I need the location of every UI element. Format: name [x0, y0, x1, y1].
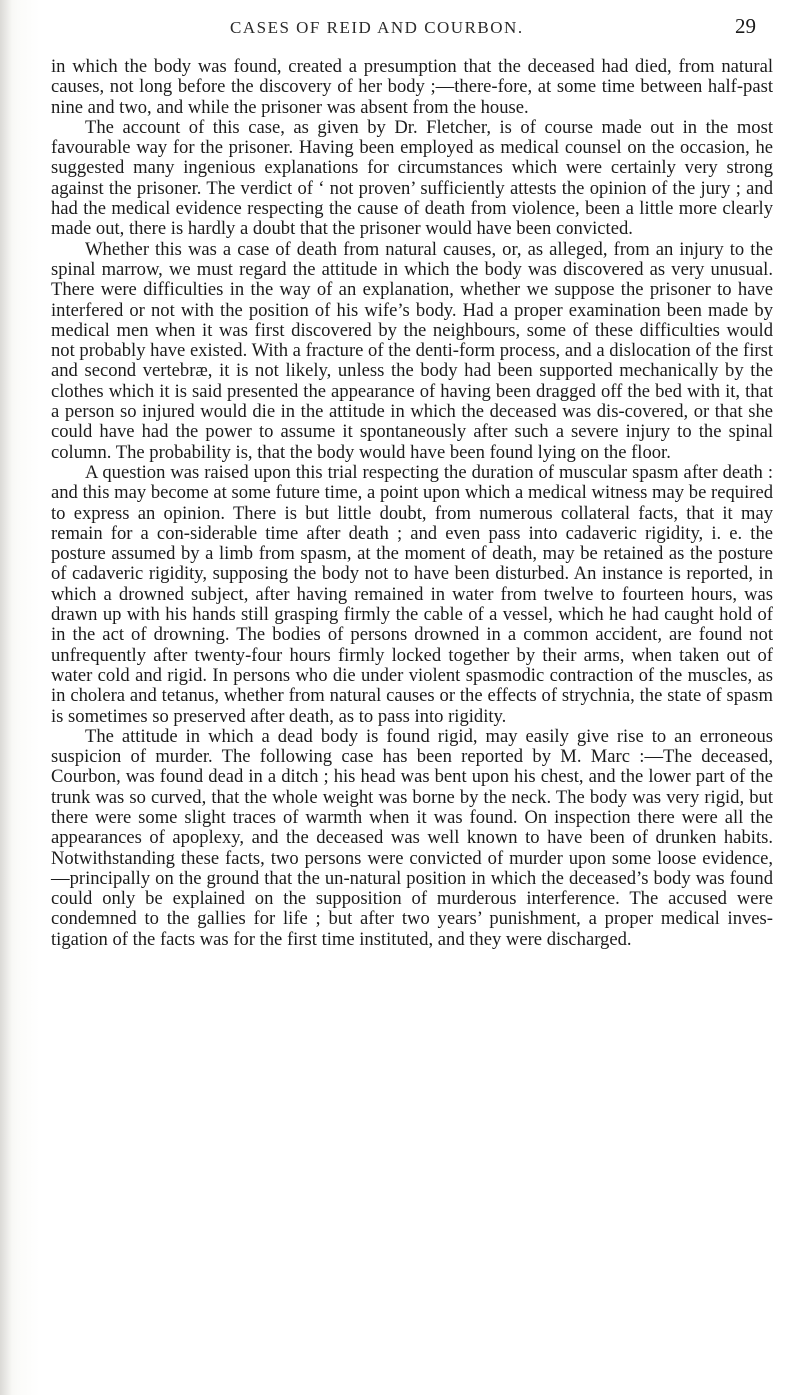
paragraph: A question was raised upon this trial respecting the duration of muscular spasm after death : and this may become at some future time, a point upon which a medical witness may be required to express an opinion. There is but little doubt, from numerous collateral facts, that it may remain for a con-siderable time after death ; and even pass into cadaveric rigidity, i. e. the posture assumed by a limb from spasm, at the moment of death, may be retained as the posture of cadaveric rigidity, supposing the body not to have been disturbed. An instance is reported, in which a drowned subject, after having remained in water from twelve to fourteen hours, was drawn up with his hands still grasping firmly the cable of a vessel, which he had caught hold of in the act of drowning. The bodies of persons drowned in a common accident, are found not unfrequently after twenty-four hours firmly locked together by their arms, when taken out of water cold and rigid. In persons who die under violent spasmodic contraction of the muscles, as in cholera and tetanus, whether from natural causes or the effects of strychnia, the state of spasm is sometimes so preserved after death, as to pass into rigidity. — [51, 461, 773, 727]
running-title: CASES OF REID AND COURBON. — [230, 18, 524, 37]
page-number: 29 — [735, 14, 756, 38]
paragraph: The account of this case, as given by Dr. Fletcher, is of course made out in the most favourable way for the prisoner. Having been employed as medical counsel on the occasion, he suggested many ingenious explanations for circumstances which were certainly very strong against the prisoner. The verdict of ‘ not proven’ sufficiently attests the opinion of the jury ; and had the medical evidence respecting the cause of death from violence, been a little more clearly made out, there is hardly a doubt that the prisoner would have been convicted. — [51, 116, 773, 240]
page-header — [0, 12, 800, 44]
paragraph: Whether this was a case of death from natural causes, or, as alleged, from an injury to the spinal marrow, we must regard the attitude in which the body was discovered as very unusual. There were difficulties in the way of an explanation, whether we suppose the prisoner to have interfered or not with the position of his wife’s body. Had a proper examination been made by medical men when it was first discovered by the neighbours, some of these difficulties would not probably have existed. With a fracture of the denti-form process, and a dislocation of the first and second vertebræ, it is not likely, unless the body had been supported mechanically by the clothes which it is said presented the appearance of having been dragged off the bed with it, that a person so injured would die in the attitude in which the deceased was dis-covered, or that she could have had the power to assume it spontaneously after such a severe injury to the spinal column. The probability is, that the body would have been found lying on the floor. — [51, 238, 773, 463]
paragraph: The attitude in which a dead body is found rigid, may easily give rise to an erroneous suspicion of murder. The following case has been reported by M. Marc :—The deceased, Courbon, was found dead in a ditch ; his head was bent upon his chest, and the lower part of the trunk was so curved, that the whole weight was borne by the neck. The body was very rigid, but there were some slight traces of warmth when it was found. On inspection there were all the appearances of apoplexy, and the deceased was well known to have been of drunken habits. Notwithstanding these facts, two persons were convicted of murder upon some loose evidence,—principally on the ground that the un-natural position in which the deceased’s body was found could only be explained on the supposition of murderous interference. The accused were condemned to the gallies for life ; but after two years’ punishment, a proper medical inves-tigation of the facts was for the first time instituted, and they were discharged. — [51, 725, 773, 950]
page-gutter-shadow — [0, 0, 12, 1395]
page-body — [51, 57, 773, 950]
paragraph: in which the body was found, created a presumption that the deceased had died, from natural causes, not long before the discovery of her body ;—there-fore, at some time between half-past nine and two, and while the prisoner was absent from the house. — [51, 56, 773, 118]
